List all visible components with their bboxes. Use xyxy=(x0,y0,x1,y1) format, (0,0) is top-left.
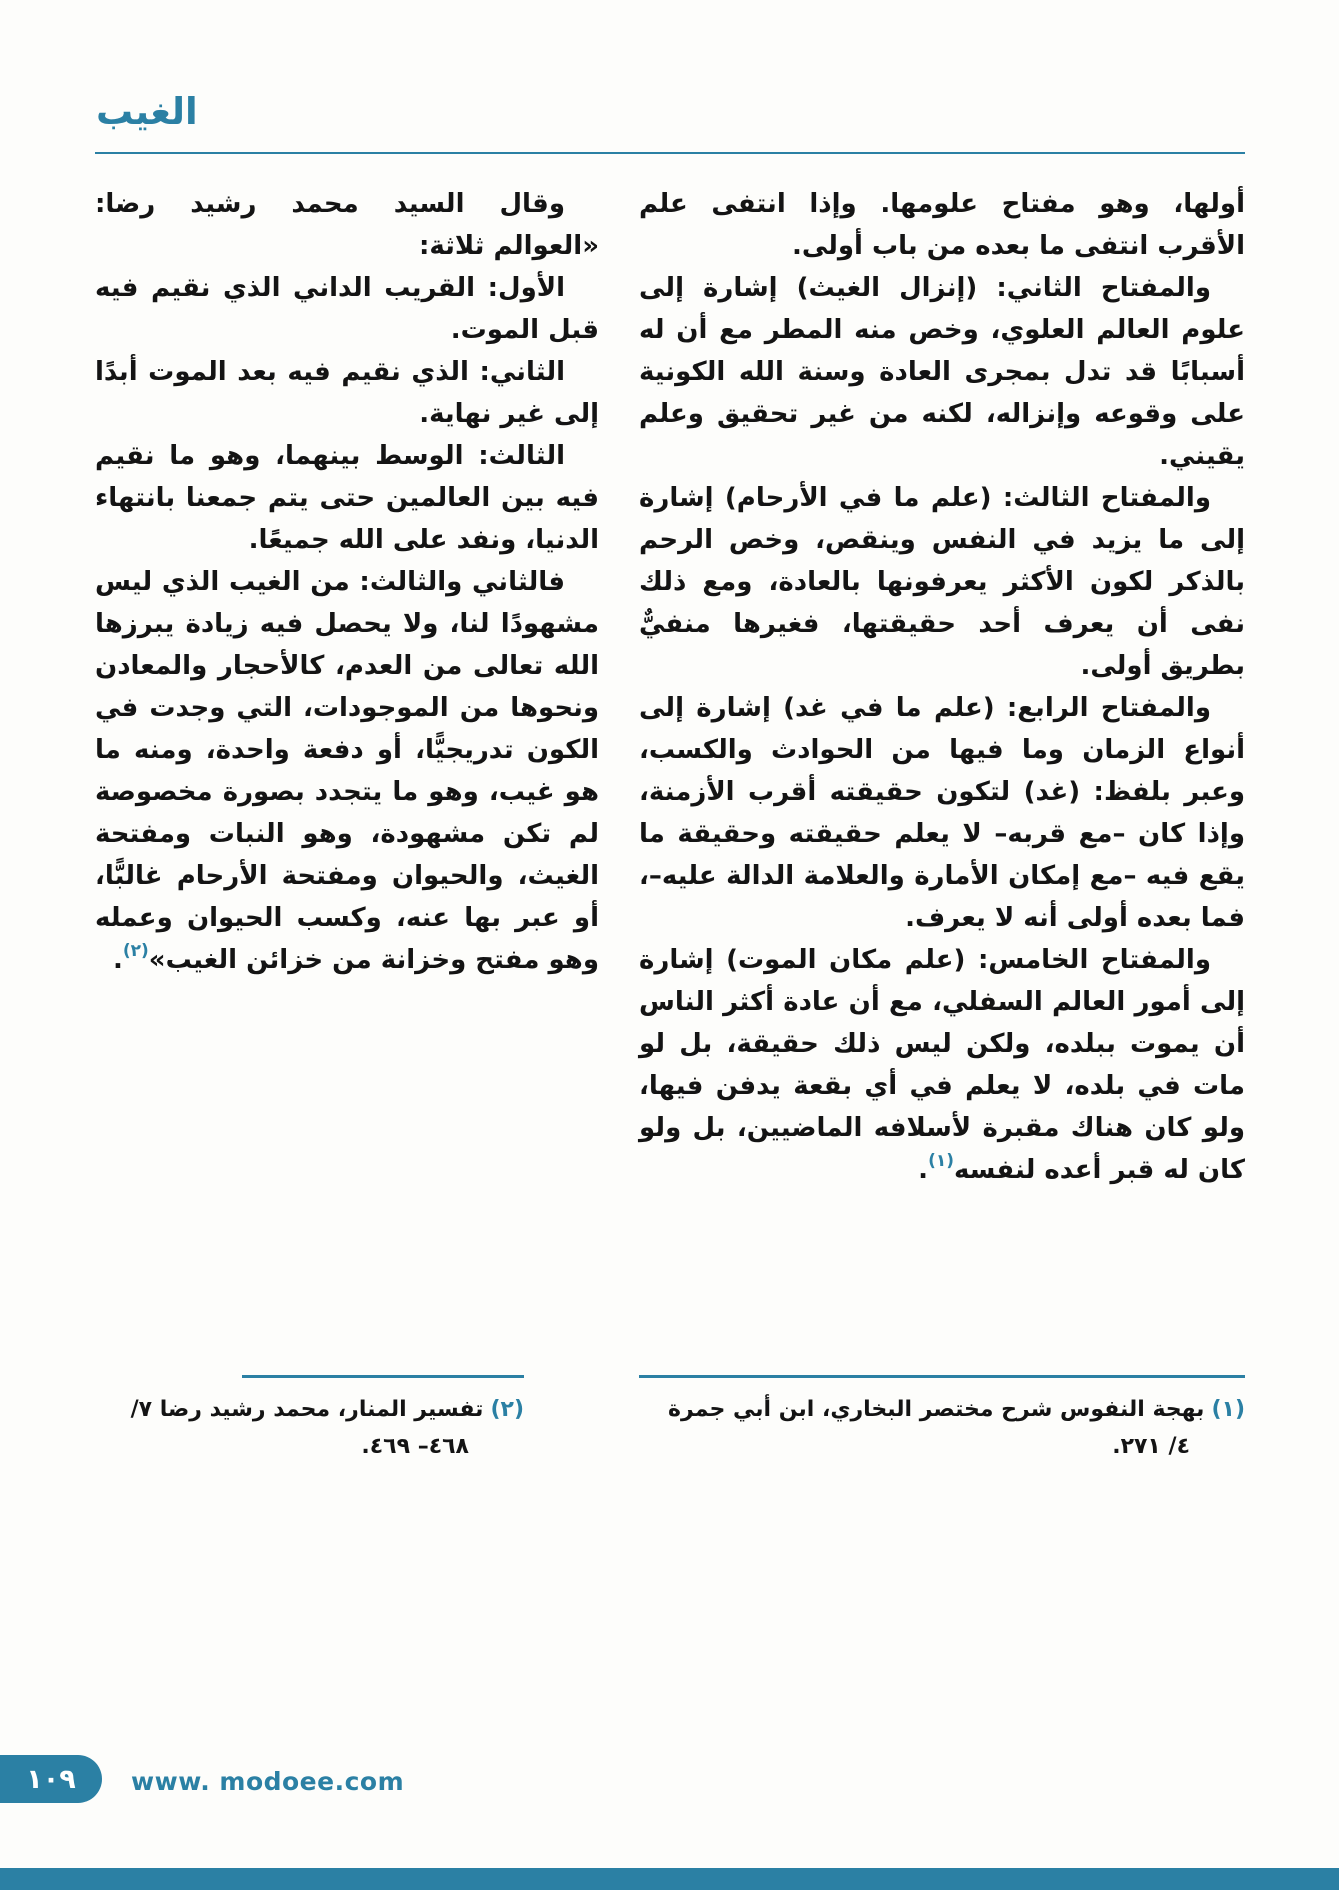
paragraph-text: وقال السيد محمد رشيد رضا: «العوالم ثلاثة: xyxy=(95,189,599,261)
paragraph xyxy=(639,687,1245,939)
footnote-text: تفسير المنار، محمد رشيد رضا ٧/ ٤٦٨– ٤٦٩. xyxy=(130,1397,484,1459)
paragraph-text: الثالث: الوسط بينهما، وهو ما نقيم فيه بين العالمين حتى يتم جمعنا بانتهاء الدنيا، ونفد على الله جميعًا. xyxy=(95,441,599,555)
paragraph xyxy=(95,435,599,561)
paragraph xyxy=(95,183,599,267)
paragraph xyxy=(639,477,1245,687)
footnote xyxy=(95,1391,524,1465)
footnote-rule xyxy=(242,1375,524,1378)
footnote-ref: (٢) xyxy=(122,941,149,962)
paragraph-text: والمفتاح الثالث: (علم ما في الأرحام) إشارة إلى ما يزيد في النفس وينقص، وخص الرحم بالذكر لكون الأكثر يعرفونها بالعادة، ومع ذلك نفى أن يعرف أحد حقيقتها، فغيرها منفيٌّ بطريق أولى. xyxy=(639,483,1245,681)
paragraph-text: أولها، وهو مفتاح علومها. وإذا انتفى علم الأقرب انتفى ما بعده من باب أولى. xyxy=(639,189,1245,261)
paragraph-text: الأول: القريب الداني الذي نقيم فيه قبل الموت. xyxy=(95,273,599,345)
paragraph-text: والمفتاح الثاني: (إنزال الغيث) إشارة إلى علوم العالم العلوي، وخص منه المطر مع أن له أسبابًا قد تدل بمجرى العادة وسنة الله الكونية على وقوعه وإنزاله، لكنه من غير تحقيق وعلم يقيني. xyxy=(639,273,1245,471)
footnote xyxy=(639,1391,1245,1465)
paragraph-text: فالثاني والثالث: من الغيب الذي ليس مشهودًا لنا، ولا يحصل فيه زيادة يبرزها الله تعالى من العدم، كالأحجار والمعادن ونحوها من الموجودات، التي وجدت في الكون تدريجيًّا، أو دفعة واحدة، ومنه ما هو غيب، وهو ما يتجدد بصورة مخصوصة لم تكن مشهودة، وهو النبات ومفتحة الغيث، والحيوان ومفتحة الأرحام غالبًّا، أو عبر بها عنه، وكسب الحيوان وعمله وهو مفتح وخزانة من خزائن الغيب» xyxy=(95,567,599,975)
paragraph xyxy=(95,561,599,981)
left-column xyxy=(95,183,599,1465)
paragraph xyxy=(95,267,599,351)
paragraph xyxy=(639,267,1245,477)
footnote-area xyxy=(639,1375,1245,1465)
footnote-marker: (٢) xyxy=(490,1397,524,1422)
text-columns xyxy=(95,183,1245,1465)
footnote-text: بهجة النفوس شرح مختصر البخاري، ابن أبي جمرة ٤/ ٢٧١. xyxy=(668,1397,1205,1459)
footnote-rule xyxy=(639,1375,1245,1378)
paragraph-tail: . xyxy=(112,945,123,975)
footnote-ref: (١) xyxy=(928,1151,955,1172)
paragraph xyxy=(639,939,1245,1191)
paragraph xyxy=(95,351,599,435)
paragraph-text: والمفتاح الخامس: (علم مكان الموت) إشارة إلى أمور العالم السفلي، مع أن عادة أكثر الناس أن يموت ببلده، ولكن ليس ذلك حقيقة، بل لو مات في بلده، لا يعلم في أي بقعة يدفن فيها، ولو كان هناك مقبرة لأسلافه الماضيين، بل ولو كان له قبر أعده لنفسه xyxy=(639,945,1245,1185)
footnote-marker: (١) xyxy=(1211,1397,1245,1422)
header-rule xyxy=(95,152,1245,154)
paragraph xyxy=(639,183,1245,267)
page-header-title: الغيب xyxy=(96,90,198,133)
page-number: ١٠٩ xyxy=(26,1763,76,1795)
page-number-tab xyxy=(0,1755,102,1803)
footnote-area xyxy=(95,1375,599,1465)
bottom-bar xyxy=(0,1868,1339,1890)
right-column xyxy=(639,183,1245,1465)
website-url: www. modoee.com xyxy=(131,1767,405,1796)
paragraph-text: والمفتاح الرابع: (علم ما في غد) إشارة إلى أنواع الزمان وما فيها من الحوادث والكسب، وعبر بلفظ: (غد) لتكون حقيقته أقرب الأزمنة، وإذا كان –مع قربه– لا يعلم حقيقته وحقيقة ما يقع فيه –مع إمكان الأمارة والعلامة الدالة عليه–، فما بعده أولى أنه لا يعرف. xyxy=(639,693,1245,933)
paragraph-tail: . xyxy=(918,1155,929,1185)
paragraph-text: الثاني: الذي نقيم فيه بعد الموت أبدًا إلى غير نهاية. xyxy=(95,357,599,429)
